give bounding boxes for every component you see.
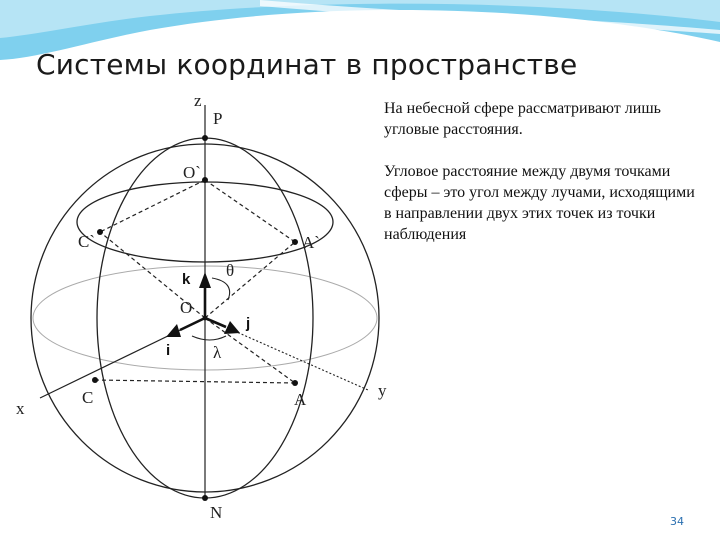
- label-A-prime: A`: [302, 233, 320, 252]
- label-O: O: [180, 298, 193, 317]
- ray-C-A: [95, 380, 295, 383]
- vector-k-arrowhead: [199, 272, 211, 288]
- paragraph-1: На небесной сфере рассматривают лишь угловые расстояния.: [384, 100, 661, 138]
- label-A: A: [294, 390, 307, 409]
- label-i: i: [166, 342, 171, 359]
- theta-angle-arc: [212, 278, 230, 300]
- vector-j: [205, 318, 226, 327]
- label-C-prime: C`: [78, 232, 95, 251]
- celestial-sphere-figure: [0, 80, 400, 540]
- point-O: [203, 316, 208, 321]
- label-N: N: [210, 503, 223, 522]
- point-P: [202, 135, 208, 141]
- point-O-prime: [202, 177, 208, 183]
- vector-j-arrowhead: [224, 321, 240, 334]
- vector-i-arrowhead: [166, 324, 181, 337]
- label-lambda: λ: [213, 343, 222, 362]
- point-N: [202, 495, 208, 501]
- label-theta: θ: [226, 261, 235, 280]
- label-P: P: [213, 109, 223, 128]
- label-C: C: [82, 388, 94, 407]
- explanation-text: [384, 98, 704, 266]
- lambda-angle-arc: [192, 336, 226, 340]
- label-j: j: [246, 315, 251, 332]
- point-A: [292, 380, 298, 386]
- label-O-prime: O`: [183, 163, 201, 182]
- point-C: [92, 377, 98, 383]
- label-x: x: [16, 399, 25, 418]
- point-C-prime: [97, 229, 103, 235]
- paragraph-2: Угловое расстояние между двумя точками сферы – это угол между лучами, исходящими в направлении двух этих точек из точки наблюдения: [384, 163, 695, 243]
- ray-Oprime-Cprime: [100, 180, 205, 232]
- label-k: k: [182, 271, 191, 288]
- vector-i: [180, 318, 205, 330]
- label-z: z: [194, 91, 202, 110]
- slide-title: Системы координат в пространстве: [36, 48, 578, 81]
- label-y: y: [378, 381, 387, 400]
- page-number: 34: [670, 515, 684, 528]
- point-A-prime: [292, 239, 298, 245]
